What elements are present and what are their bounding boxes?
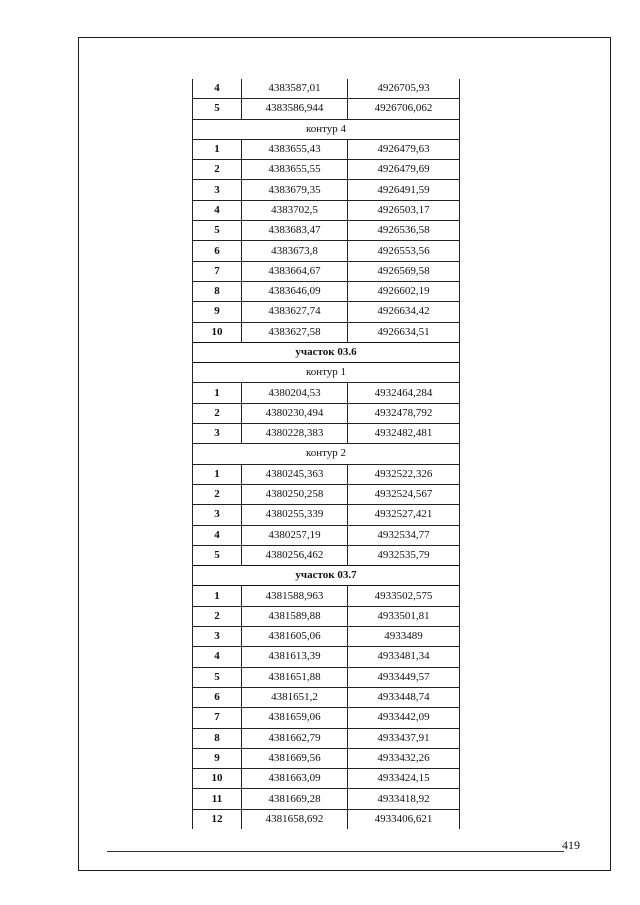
- point-number: 5: [193, 221, 242, 241]
- contour-label: контур 4: [193, 119, 460, 139]
- table-row: [193, 586, 460, 606]
- y-coordinate: 4926553,56: [348, 241, 460, 261]
- point-number: 1: [193, 464, 242, 484]
- table-row: [193, 789, 460, 809]
- x-coordinate: 4383655,43: [242, 139, 348, 159]
- table-row: [193, 484, 460, 504]
- point-number: 1: [193, 383, 242, 403]
- point-number: 2: [193, 484, 242, 504]
- point-number: 1: [193, 586, 242, 606]
- table-row: [193, 545, 460, 565]
- x-coordinate: 4383587,01: [242, 79, 348, 99]
- point-number: 8: [193, 281, 242, 301]
- plot-header-row: [193, 566, 460, 586]
- y-coordinate: 4926706,062: [348, 99, 460, 119]
- table-row: [193, 464, 460, 484]
- x-coordinate: 4381658,692: [242, 809, 348, 829]
- table-row: [193, 748, 460, 768]
- x-coordinate: 4380250,258: [242, 484, 348, 504]
- coordinates-table: [192, 79, 460, 829]
- y-coordinate: 4926479,63: [348, 139, 460, 159]
- x-coordinate: 4381605,06: [242, 627, 348, 647]
- x-coordinate: 4380204,53: [242, 383, 348, 403]
- point-number: 2: [193, 403, 242, 423]
- y-coordinate: 4932478,792: [348, 403, 460, 423]
- point-number: 2: [193, 606, 242, 626]
- table-row: [193, 221, 460, 241]
- table-row: [193, 322, 460, 342]
- table-row: [193, 667, 460, 687]
- contour-header-row: [193, 119, 460, 139]
- point-number: 4: [193, 200, 242, 220]
- point-number: 4: [193, 525, 242, 545]
- x-coordinate: 4380245,363: [242, 464, 348, 484]
- table-row: [193, 241, 460, 261]
- x-coordinate: 4380230,494: [242, 403, 348, 423]
- table-row: [193, 139, 460, 159]
- point-number: 7: [193, 708, 242, 728]
- x-coordinate: 4380228,383: [242, 424, 348, 444]
- y-coordinate: 4933449,57: [348, 667, 460, 687]
- y-coordinate: 4933432,26: [348, 748, 460, 768]
- point-number: 6: [193, 687, 242, 707]
- x-coordinate: 4381589,88: [242, 606, 348, 626]
- y-coordinate: 4933481,34: [348, 647, 460, 667]
- contour-label: контур 2: [193, 444, 460, 464]
- page-number: 419: [562, 838, 580, 852]
- y-coordinate: 4926602,19: [348, 281, 460, 301]
- point-number: 5: [193, 667, 242, 687]
- y-coordinate: 4926634,42: [348, 302, 460, 322]
- x-coordinate: 4383586,944: [242, 99, 348, 119]
- contour-label: контур 1: [193, 363, 460, 383]
- plot-label: участок 03.7: [193, 566, 460, 586]
- x-coordinate: 4380256,462: [242, 545, 348, 565]
- table-row: [193, 403, 460, 423]
- point-number: 3: [193, 424, 242, 444]
- coordinates-table-body: [193, 79, 460, 829]
- x-coordinate: 4381669,56: [242, 748, 348, 768]
- y-coordinate: 4933448,74: [348, 687, 460, 707]
- y-coordinate: 4932535,79: [348, 545, 460, 565]
- y-coordinate: 4926479,69: [348, 160, 460, 180]
- x-coordinate: 4383655,55: [242, 160, 348, 180]
- table-row: [193, 769, 460, 789]
- x-coordinate: 4380255,339: [242, 505, 348, 525]
- y-coordinate: 4933406,621: [348, 809, 460, 829]
- y-coordinate: 4933442,09: [348, 708, 460, 728]
- plot-header-row: [193, 342, 460, 362]
- y-coordinate: 4932464,284: [348, 383, 460, 403]
- point-number: 10: [193, 769, 242, 789]
- x-coordinate: 4381613,39: [242, 647, 348, 667]
- x-coordinate: 4381651,2: [242, 687, 348, 707]
- table-row: [193, 160, 460, 180]
- point-number: 5: [193, 545, 242, 565]
- table-row: [193, 728, 460, 748]
- x-coordinate: 4383646,09: [242, 281, 348, 301]
- table-row: [193, 302, 460, 322]
- table-row: [193, 180, 460, 200]
- y-coordinate: 4933418,92: [348, 789, 460, 809]
- y-coordinate: 4926503,17: [348, 200, 460, 220]
- table-row: [193, 687, 460, 707]
- plot-label: участок 03.6: [193, 342, 460, 362]
- x-coordinate: 4383702,5: [242, 200, 348, 220]
- point-number: 5: [193, 99, 242, 119]
- point-number: 6: [193, 241, 242, 261]
- table-row: [193, 200, 460, 220]
- y-coordinate: 4926634,51: [348, 322, 460, 342]
- y-coordinate: 4933489: [348, 627, 460, 647]
- x-coordinate: 4383673,8: [242, 241, 348, 261]
- x-coordinate: 4381651,88: [242, 667, 348, 687]
- y-coordinate: 4932482,481: [348, 424, 460, 444]
- x-coordinate: 4381588,963: [242, 586, 348, 606]
- table-row: [193, 383, 460, 403]
- y-coordinate: 4932522,326: [348, 464, 460, 484]
- x-coordinate: 4381662,79: [242, 728, 348, 748]
- point-number: 9: [193, 302, 242, 322]
- contour-header-row: [193, 363, 460, 383]
- footer-rule: [107, 851, 564, 852]
- point-number: 10: [193, 322, 242, 342]
- table-row: [193, 261, 460, 281]
- x-coordinate: 4380257,19: [242, 525, 348, 545]
- contour-header-row: [193, 444, 460, 464]
- point-number: 7: [193, 261, 242, 281]
- point-number: 11: [193, 789, 242, 809]
- y-coordinate: 4933502,575: [348, 586, 460, 606]
- y-coordinate: 4926569,58: [348, 261, 460, 281]
- x-coordinate: 4383683,47: [242, 221, 348, 241]
- point-number: 2: [193, 160, 242, 180]
- y-coordinate: 4933501,81: [348, 606, 460, 626]
- x-coordinate: 4381669,28: [242, 789, 348, 809]
- y-coordinate: 4926536,58: [348, 221, 460, 241]
- table-row: [193, 79, 460, 99]
- y-coordinate: 4926705,93: [348, 79, 460, 99]
- table-row: [193, 505, 460, 525]
- x-coordinate: 4383679,35: [242, 180, 348, 200]
- point-number: 9: [193, 748, 242, 768]
- table-row: [193, 424, 460, 444]
- point-number: 8: [193, 728, 242, 748]
- point-number: 3: [193, 627, 242, 647]
- point-number: 3: [193, 180, 242, 200]
- point-number: 1: [193, 139, 242, 159]
- y-coordinate: 4932527,421: [348, 505, 460, 525]
- table-row: [193, 525, 460, 545]
- point-number: 4: [193, 647, 242, 667]
- y-coordinate: 4933424,15: [348, 769, 460, 789]
- y-coordinate: 4926491,59: [348, 180, 460, 200]
- table-row: [193, 627, 460, 647]
- x-coordinate: 4383627,58: [242, 322, 348, 342]
- table-row: [193, 647, 460, 667]
- x-coordinate: 4383664,67: [242, 261, 348, 281]
- table-row: [193, 809, 460, 829]
- y-coordinate: 4933437,91: [348, 728, 460, 748]
- point-number: 12: [193, 809, 242, 829]
- x-coordinate: 4383627,74: [242, 302, 348, 322]
- y-coordinate: 4932534,77: [348, 525, 460, 545]
- point-number: 4: [193, 79, 242, 99]
- table-row: [193, 708, 460, 728]
- y-coordinate: 4932524,567: [348, 484, 460, 504]
- x-coordinate: 4381659,06: [242, 708, 348, 728]
- point-number: 3: [193, 505, 242, 525]
- table-row: [193, 281, 460, 301]
- table-row: [193, 606, 460, 626]
- x-coordinate: 4381663,09: [242, 769, 348, 789]
- table-row: [193, 99, 460, 119]
